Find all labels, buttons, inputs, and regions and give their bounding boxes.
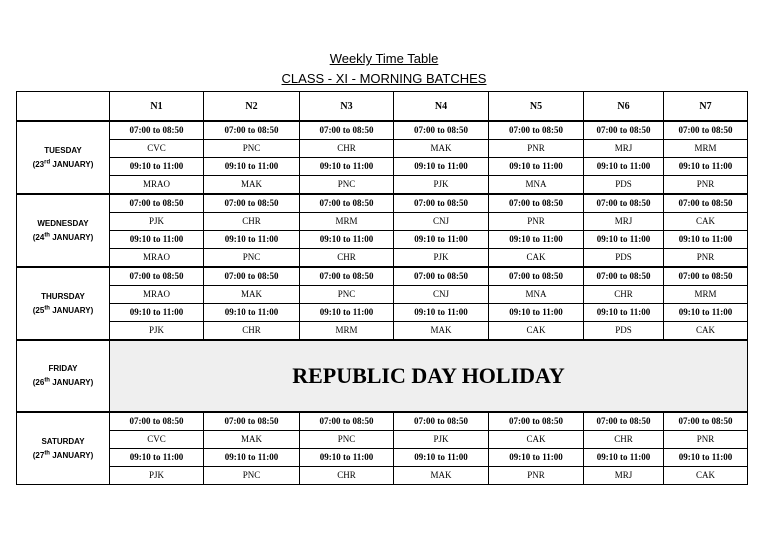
teacher-code-cell: CAK (489, 322, 584, 341)
teacher-code-cell: CHR (204, 213, 300, 231)
time-slot-row (17, 267, 748, 286)
time-slot-cell: 07:00 to 08:50 (204, 194, 300, 213)
corner-cell (17, 92, 110, 122)
teacher-code-cell: MRM (664, 140, 748, 158)
teacher-code-cell: PJK (110, 213, 204, 231)
teacher-code-cell: PNR (664, 249, 748, 268)
teacher-code-cell: MAK (394, 322, 489, 341)
day-date-suffix: th (44, 449, 50, 456)
time-slot-cell: 09:10 to 11:00 (489, 231, 584, 249)
time-slot-cell: 07:00 to 08:50 (204, 412, 300, 431)
time-slot-cell: 09:10 to 11:00 (394, 231, 489, 249)
timetable-body (17, 92, 748, 485)
teacher-row (17, 322, 748, 341)
time-slot-cell: 09:10 to 11:00 (204, 449, 300, 467)
day-name: WEDNESDAY (37, 218, 89, 228)
time-slot-row (17, 304, 748, 322)
holiday-row (17, 340, 748, 412)
day-label-friday (17, 340, 110, 412)
time-slot-row (17, 231, 748, 249)
time-slot-cell: 09:10 to 11:00 (664, 231, 748, 249)
teacher-code-cell: PNR (664, 176, 748, 195)
column-header-n7: N7 (664, 92, 748, 122)
teacher-row (17, 140, 748, 158)
teacher-code-cell: PNR (664, 431, 748, 449)
teacher-code-cell: MRJ (584, 140, 664, 158)
day-name: FRIDAY (48, 364, 78, 373)
teacher-code-cell: CAK (489, 431, 584, 449)
teacher-code-cell: CNJ (394, 286, 489, 304)
teacher-code-cell: MRM (300, 213, 394, 231)
day-date: (27th JANUARY) (32, 449, 94, 460)
day-date: (25th JANUARY) (32, 304, 94, 315)
time-slot-cell: 07:00 to 08:50 (489, 121, 584, 140)
teacher-code-cell: CHR (204, 322, 300, 341)
day-name: TUESDAY (44, 145, 82, 155)
teacher-row (17, 249, 748, 268)
time-slot-cell: 09:10 to 11:00 (394, 158, 489, 176)
teacher-code-cell: CAK (664, 467, 748, 485)
teacher-code-cell: CAK (664, 322, 748, 341)
time-slot-row (17, 121, 748, 140)
time-slot-cell: 07:00 to 08:50 (489, 412, 584, 431)
teacher-code-cell: CHR (300, 467, 394, 485)
teacher-code-cell: CVC (110, 431, 204, 449)
time-slot-cell: 09:10 to 11:00 (204, 158, 300, 176)
teacher-code-cell: PJK (394, 176, 489, 195)
time-slot-cell: 09:10 to 11:00 (584, 158, 664, 176)
teacher-code-cell: MRAO (110, 286, 204, 304)
time-slot-cell: 07:00 to 08:50 (394, 194, 489, 213)
teacher-code-cell: CVC (110, 140, 204, 158)
day-date-number: 25 (35, 305, 45, 315)
time-slot-cell: 09:10 to 11:00 (584, 231, 664, 249)
teacher-code-cell: MRAO (110, 249, 204, 268)
teacher-code-cell: CAK (489, 249, 584, 268)
day-label-tuesday (17, 121, 110, 194)
day-label-wednesday (17, 194, 110, 267)
teacher-code-cell: PJK (110, 322, 204, 341)
teacher-code-cell: PNR (489, 467, 584, 485)
day-date-month: JANUARY (52, 232, 91, 242)
teacher-code-cell: CHR (300, 140, 394, 158)
time-slot-cell: 07:00 to 08:50 (110, 267, 204, 286)
day-date: (26th JANUARY) (32, 377, 94, 387)
teacher-code-cell: PJK (394, 431, 489, 449)
day-name: THURSDAY (41, 291, 85, 301)
teacher-code-cell: PNC (204, 140, 300, 158)
time-slot-cell: 09:10 to 11:00 (584, 449, 664, 467)
time-slot-cell: 09:10 to 11:00 (664, 158, 748, 176)
time-slot-cell: 07:00 to 08:50 (584, 412, 664, 431)
time-slot-cell: 09:10 to 11:00 (489, 304, 584, 322)
time-slot-cell: 09:10 to 11:00 (394, 304, 489, 322)
time-slot-cell: 09:10 to 11:00 (204, 231, 300, 249)
time-slot-cell: 09:10 to 11:00 (300, 449, 394, 467)
time-slot-cell: 07:00 to 08:50 (489, 194, 584, 213)
column-header-n1: N1 (110, 92, 204, 122)
time-slot-cell: 09:10 to 11:00 (110, 231, 204, 249)
teacher-code-cell: PDS (584, 176, 664, 195)
time-slot-cell: 07:00 to 08:50 (204, 267, 300, 286)
day-date-month: JANUARY (52, 305, 91, 315)
time-slot-cell: 07:00 to 08:50 (204, 121, 300, 140)
time-slot-cell: 09:10 to 11:00 (204, 304, 300, 322)
time-slot-cell: 09:10 to 11:00 (300, 304, 394, 322)
column-header-n5: N5 (489, 92, 584, 122)
time-slot-cell: 07:00 to 08:50 (110, 412, 204, 431)
time-slot-row (17, 412, 748, 431)
teacher-code-cell: MNA (489, 286, 584, 304)
teacher-code-cell: MRJ (584, 467, 664, 485)
teacher-row (17, 467, 748, 485)
teacher-code-cell: CAK (664, 213, 748, 231)
time-slot-cell: 07:00 to 08:50 (394, 412, 489, 431)
time-slot-cell: 07:00 to 08:50 (110, 194, 204, 213)
day-date-suffix: th (44, 231, 50, 238)
teacher-code-cell: CHR (584, 286, 664, 304)
page-title: Weekly Time Table (329, 51, 439, 66)
time-slot-cell: 07:00 to 08:50 (300, 267, 394, 286)
day-date-suffix: th (44, 377, 50, 384)
day-date: (24th JANUARY) (32, 231, 94, 242)
teacher-code-cell: PNR (489, 213, 584, 231)
teacher-code-cell: MRAO (110, 176, 204, 195)
teacher-code-cell: MAK (204, 286, 300, 304)
day-date-number: 27 (35, 450, 45, 460)
day-date-suffix: th (44, 304, 50, 311)
day-date-number: 23 (35, 159, 45, 169)
time-slot-cell: 07:00 to 08:50 (664, 412, 748, 431)
column-header-n4: N4 (394, 92, 489, 122)
time-slot-cell: 09:10 to 11:00 (584, 304, 664, 322)
teacher-code-cell: PJK (394, 249, 489, 268)
time-slot-row (17, 194, 748, 213)
teacher-row (17, 431, 748, 449)
time-slot-cell: 07:00 to 08:50 (584, 267, 664, 286)
teacher-code-cell: PDS (584, 322, 664, 341)
time-slot-cell: 07:00 to 08:50 (489, 267, 584, 286)
day-date-month: JANUARY (52, 159, 91, 169)
time-slot-cell: 09:10 to 11:00 (664, 449, 748, 467)
column-header-n2: N2 (204, 92, 300, 122)
teacher-code-cell: CHR (300, 249, 394, 268)
teacher-code-cell: PNC (300, 176, 394, 195)
time-slot-row (17, 158, 748, 176)
teacher-code-cell: MNA (489, 176, 584, 195)
teacher-code-cell: MRM (300, 322, 394, 341)
teacher-row (17, 286, 748, 304)
page-subtitle: CLASS - XI - MORNING BATCHES (281, 71, 487, 86)
teacher-code-cell: PNC (300, 431, 394, 449)
time-slot-cell: 07:00 to 08:50 (664, 194, 748, 213)
day-label-thursday (17, 267, 110, 340)
teacher-code-cell: MAK (204, 176, 300, 195)
time-slot-cell: 07:00 to 08:50 (300, 412, 394, 431)
day-date-number: 24 (35, 232, 45, 242)
time-slot-row (17, 449, 748, 467)
time-slot-cell: 07:00 to 08:50 (300, 194, 394, 213)
time-slot-cell: 09:10 to 11:00 (300, 158, 394, 176)
teacher-row (17, 213, 748, 231)
time-slot-cell: 09:10 to 11:00 (664, 304, 748, 322)
day-label-saturday (17, 412, 110, 485)
holiday-banner: REPUBLIC DAY HOLIDAY (110, 340, 748, 412)
teacher-code-cell: MAK (394, 140, 489, 158)
time-slot-cell: 09:10 to 11:00 (110, 158, 204, 176)
teacher-code-cell: PNC (300, 286, 394, 304)
teacher-code-cell: MAK (394, 467, 489, 485)
column-header-n6: N6 (584, 92, 664, 122)
teacher-code-cell: PNC (204, 249, 300, 268)
time-slot-cell: 07:00 to 08:50 (664, 121, 748, 140)
time-slot-cell: 09:10 to 11:00 (300, 231, 394, 249)
day-name: SATURDAY (41, 436, 85, 446)
teacher-code-cell: PNC (204, 467, 300, 485)
day-date-month: JANUARY (52, 378, 91, 387)
day-date-suffix: rd (44, 158, 51, 165)
time-slot-cell: 07:00 to 08:50 (110, 121, 204, 140)
teacher-code-cell: PDS (584, 249, 664, 268)
day-date-number: 26 (35, 378, 45, 387)
time-slot-cell: 07:00 to 08:50 (584, 121, 664, 140)
teacher-code-cell: CNJ (394, 213, 489, 231)
day-date-month: JANUARY (52, 450, 91, 460)
time-slot-cell: 07:00 to 08:50 (584, 194, 664, 213)
time-slot-cell: 07:00 to 08:50 (394, 121, 489, 140)
teacher-row (17, 176, 748, 195)
time-slot-cell: 07:00 to 08:50 (394, 267, 489, 286)
time-slot-cell: 09:10 to 11:00 (489, 449, 584, 467)
teacher-code-cell: MAK (204, 431, 300, 449)
time-slot-cell: 09:10 to 11:00 (110, 304, 204, 322)
time-slot-cell: 09:10 to 11:00 (489, 158, 584, 176)
teacher-code-cell: CHR (584, 431, 664, 449)
teacher-code-cell: MRM (664, 286, 748, 304)
teacher-code-cell: PJK (110, 467, 204, 485)
day-date: (23rd JANUARY) (32, 158, 94, 169)
time-slot-cell: 09:10 to 11:00 (110, 449, 204, 467)
timetable (16, 91, 748, 485)
teacher-code-cell: MRJ (584, 213, 664, 231)
teacher-code-cell: PNR (489, 140, 584, 158)
time-slot-cell: 07:00 to 08:50 (300, 121, 394, 140)
column-header-n3: N3 (300, 92, 394, 122)
time-slot-cell: 07:00 to 08:50 (664, 267, 748, 286)
time-slot-cell: 09:10 to 11:00 (394, 449, 489, 467)
header-row (17, 92, 748, 122)
